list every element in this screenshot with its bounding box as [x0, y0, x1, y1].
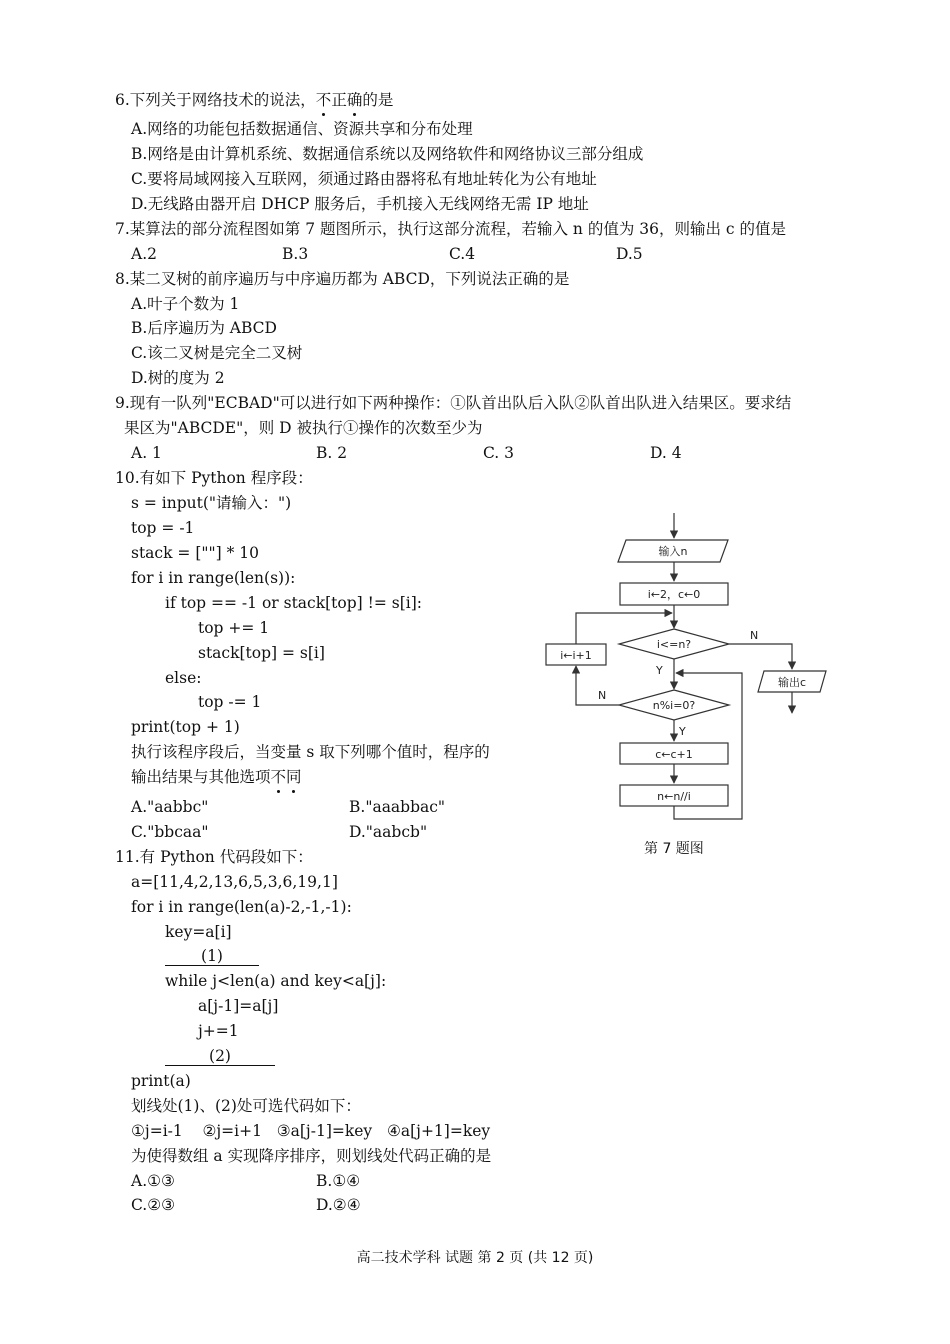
- q11-choices: ①j=i-1 ②j=i+1 ③a[j-1]=key ④a[j+1]=key: [131, 1122, 491, 1140]
- code-line: for i in range(len(a)-2,-1,-1):: [131, 898, 352, 916]
- q11-option-a: A.①③: [131, 1172, 175, 1190]
- divide-label: n←n//i: [657, 790, 691, 803]
- code-line: top -= 1: [198, 693, 262, 711]
- emphasis-dot-char: 不: [270, 768, 287, 786]
- q7-option-a: A.2: [131, 245, 157, 263]
- blank-1: (1): [165, 946, 259, 966]
- q10-ask-line2: 输出结果与其他选项不同: [131, 768, 302, 786]
- emphasis-dot-char: 确: [346, 91, 363, 109]
- q11-ask: 为使得数组 a 实现降序排序，则划线处代码正确的是: [131, 1147, 492, 1165]
- q8-option-c: C.该二叉树是完全二叉树: [131, 344, 303, 362]
- q11-option-b: B.①④: [316, 1172, 361, 1190]
- code-line: key=a[i]: [165, 923, 232, 941]
- q9-option-d: D. 4: [650, 444, 682, 462]
- cond2-label: n%i=0?: [652, 699, 696, 712]
- q9-option-c: C. 3: [483, 444, 515, 462]
- emphasis-dot-char: 不: [315, 91, 332, 109]
- q6-option-d: D.无线路由器开启 DHCP 服务后，手机接入无线网络无需 IP 地址: [131, 195, 589, 213]
- q10-option-a: A."aabbc": [131, 798, 209, 816]
- code-line: for i in range(len(s)):: [131, 569, 296, 587]
- q8-option-d: D.树的度为 2: [131, 369, 225, 387]
- init-label: i←2，c←0: [647, 588, 701, 601]
- q8-stem: 8.某二叉树的前序遍历与中序遍历都为 ABCD，下列说法正确的是: [115, 270, 570, 288]
- q7-option-b: B.3: [282, 245, 309, 263]
- q10-option-b: B."aaabbac": [349, 798, 446, 816]
- code-line: top = -1: [131, 519, 195, 537]
- cond1-label: i<=n?: [656, 638, 692, 651]
- q11-option-d: D.②④: [316, 1196, 361, 1214]
- code-line: s = input("请输入："): [131, 494, 292, 512]
- q11-note: 划线处(1)、(2)处可选代码如下：: [131, 1097, 361, 1115]
- q9-option-a: A. 1: [131, 444, 162, 462]
- q6-stem: 6.下列关于网络技术的说法，不正确的是: [115, 91, 394, 109]
- code-line: stack[top] = s[i]: [198, 644, 325, 662]
- flow-arrow: [729, 644, 792, 669]
- q11-stem: 11.有 Python 代码段如下：: [115, 848, 313, 866]
- q8-option-b: B.后序遍历为 ABCD: [131, 319, 277, 337]
- q10-ask-line1: 执行该程序段后，当变量 s 取下列哪个值时，程序的: [131, 743, 490, 761]
- incr-label: i←i+1: [560, 649, 592, 662]
- q11-option-c: C.②③: [131, 1196, 176, 1214]
- q7-option-c: C.4: [449, 245, 476, 263]
- input-label: 输入n: [658, 545, 688, 558]
- q6-option-a: A.网络的功能包括数据通信、资源共享和分布处理: [131, 120, 473, 138]
- no-label: N: [598, 689, 607, 702]
- code-line: print(top + 1): [131, 718, 240, 736]
- code-line: a[j-1]=a[j]: [198, 997, 279, 1015]
- no-label: N: [750, 629, 759, 642]
- code-line: print(a): [131, 1072, 191, 1090]
- code-line: top += 1: [198, 619, 270, 637]
- q7-flowchart: [540, 508, 840, 828]
- page-footer: 高二技术学科 试题 第 2 页 (共 12 页): [356, 1250, 594, 1266]
- code-line: while j<len(a) and key<a[j]:: [165, 972, 387, 990]
- q9-stem-line2: 果区为"ABCDE"，则 D 被执行①操作的次数至少为: [124, 419, 483, 437]
- emphasis-dot-char: 同: [286, 768, 302, 786]
- code-line: if top == -1 or stack[top] != s[i]:: [165, 594, 422, 612]
- q6-option-b: B.网络是由计算机系统、数据通信系统以及网络软件和网络协议三部分组成: [131, 145, 644, 163]
- q10-option-d: D."aabcb": [349, 823, 428, 841]
- code-line: a=[11,4,2,13,6,5,3,6,19,1]: [131, 873, 338, 891]
- q7-stem: 7.某算法的部分流程图如第 7 题图所示，执行这部分流程，若输入 n 的值为 36，则输出 c 的值是: [115, 220, 787, 238]
- q9-option-b: B. 2: [316, 444, 348, 462]
- q8-option-a: A.叶子个数为 1: [131, 295, 240, 313]
- q10-option-c: C."bbcaa": [131, 823, 209, 841]
- flowchart-caption: 第 7 题图: [644, 841, 704, 857]
- q7-option-d: D.5: [616, 245, 643, 263]
- output-label: 输出c: [777, 676, 807, 689]
- blank-2: (2): [165, 1046, 275, 1066]
- yes-label: Y: [679, 725, 686, 738]
- yes-label: Y: [656, 664, 663, 677]
- code-line: j+=1: [198, 1022, 239, 1040]
- code-line: else:: [165, 669, 202, 687]
- q6-option-c: C.要将局域网接入互联网，须通过路由器将私有地址转化为公有地址: [131, 170, 597, 188]
- code-line: stack = [""] * 10: [131, 544, 260, 562]
- q9-stem-line1: 9.现有一队列"ECBAD"可以进行如下两种操作：①队首出队后入队②队首出队进入结果区。要求结: [115, 394, 792, 412]
- q10-stem: 10.有如下 Python 程序段：: [115, 469, 313, 487]
- count-label: c←c+1: [655, 748, 693, 761]
